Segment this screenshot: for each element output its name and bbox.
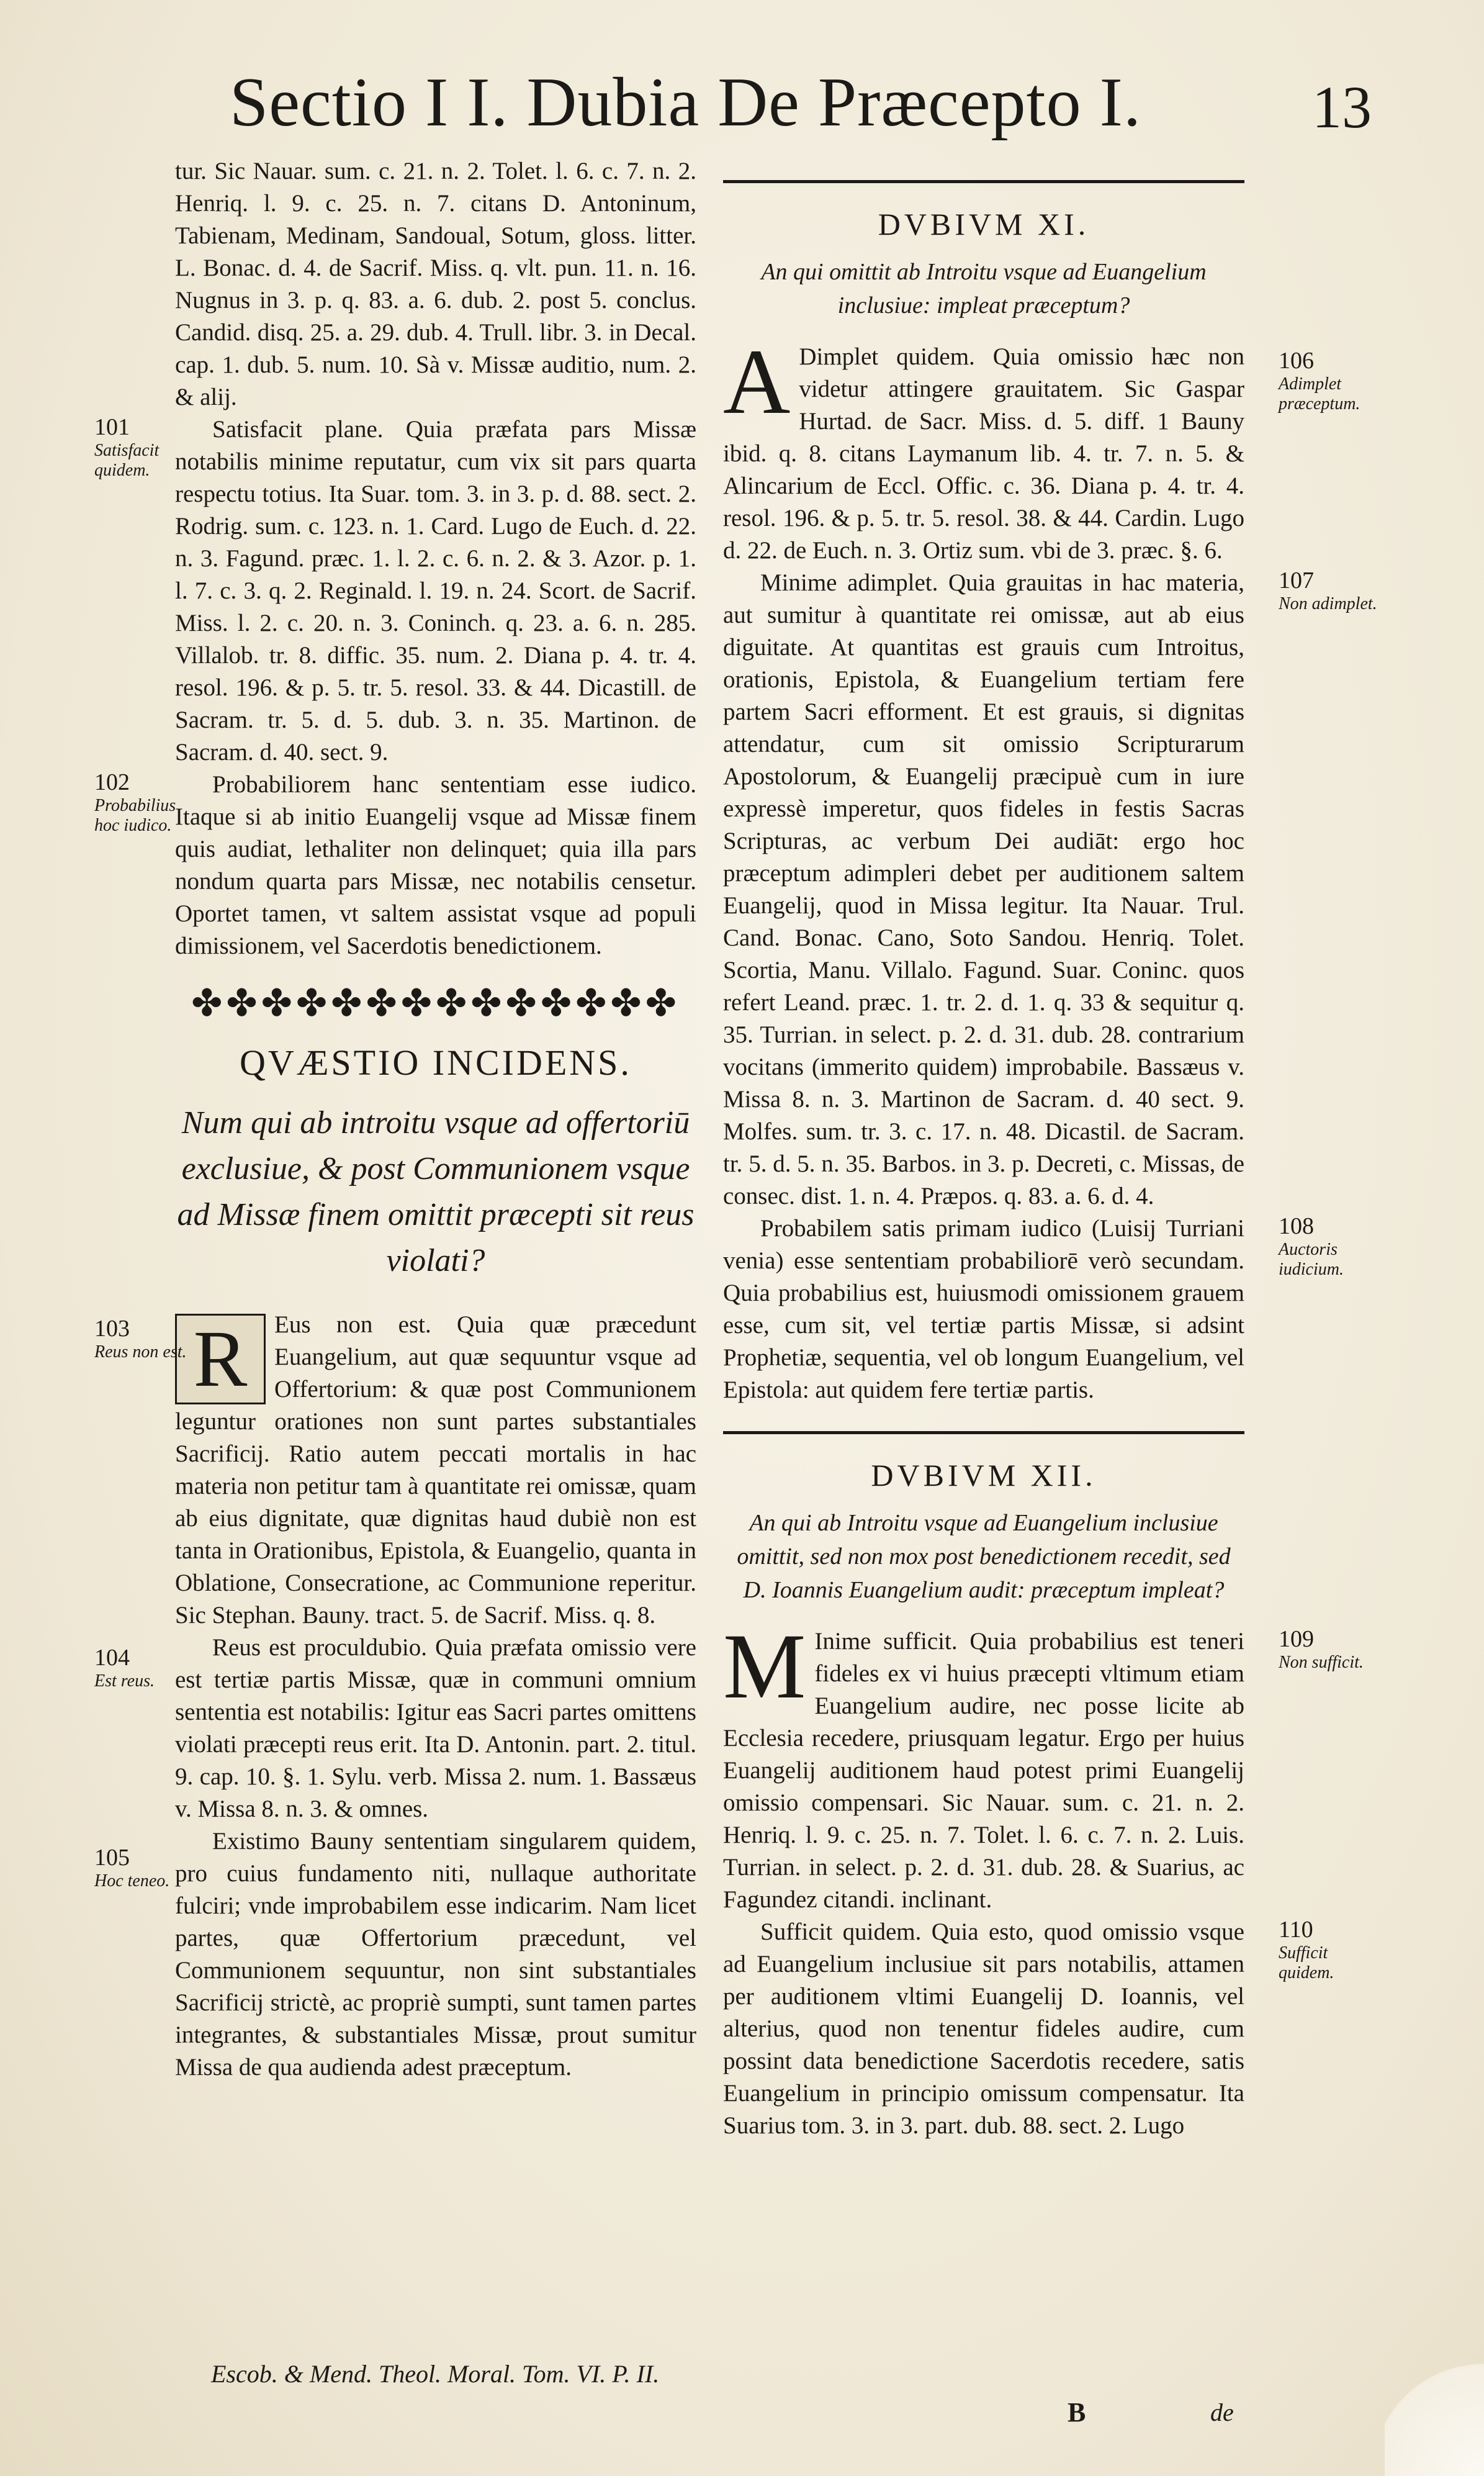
paragraph-text: tur. Sic Nauar. sum. c. 21. n. 2. Tolet. l. 6. c. 7. n. 2. Henriq. l. 9. c. 25. n. 7. citans D. Antoninum, Tabienam, Medinam, Sandoual, Sotum, gloss. litter. L. Bonac. d. 4. de Sacrif. Miss. q. vlt. pun. 11. n. 16. Nugnus in 3. p. q. 83. a. 6. dub. 2. post 5. conclus. Candid. disq. 25. a. 29. dub. 4. Trull. libr. 3. in Decal. cap. 1. dub. 5. num. 10. Sà v. Missæ auditio, num. 2. & alij. (175, 158, 696, 410)
margin-text: Adimplet præceptum. (1279, 374, 1360, 413)
paragraph-text: Probabiliorem hanc sententiam esse iudico. Itaque si ab initio Euangelij vsque ad Missæ finem quis audiat, lethaliter non delinquet; quia illa pars nondum quarta pars Missæ, nec notabilis censetur. Oportet tamen, vt saltem assistat vsque ad populi dimissionem, vel Sacerdotis benedictionem. (175, 771, 696, 959)
margin-number: 101 (94, 414, 130, 440)
paragraph-text: Inime sufficit. Quia probabilius est teneri fideles ex vi huius præcepti vltimum etiam Euangelium audire, nec posse licite ab Ecclesia recedere, priusquam legatur. Ergo per huius Euangelij auditionem haud potest primi Euangelij omissio compensari. Sic Nauar. sum. c. 21. n. 2. Henriq. l. 9. c. 25. n. 7. Tolet. l. 6. c. 7. n. 2. Luis. Turrian. in select. p. 2. d. 31. dub. 28. & Suarius, ac Fagundez citandi. inclinant. (723, 1628, 1244, 1913)
margin-text: Reus non est. (94, 1342, 187, 1362)
paragraph-text: Dimplet quidem. Quia omissio hæc non videtur attingere grauitatem. Sic Gaspar Hurtad. de Sacr. Miss. d. 5. diff. 1 Bauny ibid. q. 8. citans Laymanum lib. 4. tr. 7. n. 5. & Alincarium de Eccl. Offic. c. 36. Diana p. 4. tr. 4. resol. 196. & p. 5. tr. 5. resol. 38. & 44. Cardin. Lugo d. 22. de Euch. n. 3. Ortiz sum. vbi de 3. præc. §. 6. (723, 343, 1244, 564)
dubium-heading-12: DVBIVM XII. (871, 1458, 1097, 1493)
margin-text: Satisfacit quidem. (94, 441, 160, 480)
margin-note-110 (1279, 1916, 1384, 1983)
margin-note-109 (1279, 1625, 1384, 1673)
paragraph-109 (723, 1615, 1364, 1916)
margin-text: Probabilius hoc iudico. (94, 796, 176, 835)
dubium-heading-11: DVBIVM XI. (878, 207, 1090, 242)
margin-note-107 (1279, 567, 1384, 614)
footer-imprint: Escob. & Mend. Theol. Moral. Tom. VI. P. II. (211, 2360, 660, 2388)
running-header (230, 59, 1409, 146)
paragraph-110 (723, 1916, 1334, 2142)
margin-text: Auctoris iudicium. (1279, 1240, 1344, 1279)
horizontal-rule (723, 180, 1244, 183)
margin-number: 106 (1279, 348, 1314, 374)
paragraph-106 (723, 330, 1360, 567)
paragraph-text: Existimo Bauny sententiam singularem quidem, pro cuius fundamento niti, nullaque authoritate fulciri; vnde improbabilem esse indicarim. Nam licet partes, quæ Offertorium præcedunt, vel Communionem sequuntur, non sint substantiales Sacrificij strictè, ac propriè sumpti, sunt tamen partes integrantes, & substantiales Missæ, prout sumitur Missa de qua audienda adest præceptum. (175, 1828, 696, 2081)
margin-note-106 (1279, 347, 1384, 414)
margin-text: Est reus. (94, 1671, 155, 1691)
paragraph-citation-continued (175, 155, 696, 413)
paragraph-text: Minime adimplet. Quia grauitas in hac materia, aut sumitur à quantitate rei omissæ, aut ab eius diguitate. At quantitas est grauis cum Introitus, orationis, Epistola, & Euangelium tertiam fere partem Sacri efforment. Et est grauis, si dignitas attendatur, cum sit omissio Scripturarum Apostolorum, & Euangelij præcipuè cum in iure expressè imperetur, quos fideles in festis Sacras Scripturas, ac verbum Dei audiāt: ergo hoc præceptum adimpleri debet per auditionem saltem Euangelij, quod in Missa legitur. Ita Nauar. Trul. Cand. Bonac. Cano, Soto Sandou. Henriq. Tolet. Scortia, Manu. Villalo. Fagund. Suar. Coninc. quos refert Leand. præc. 1. tr. 2. d. 1. q. 33 & sequitur q. 35. Turrian. in select. p. 2. d. 31. dub. 28. contrarium vocitans (immerito quidem) improbabile. Bassæus v. Missa 8. n. 3. Martinon de Sacram. d. 40 sect. 9. Molfes. sum. tr. 3. c. 17. n. 48. Dicastil. de Sacram. tr. 5. d. 5. n. 35. Barbos. in 3. p. Decreti, c. Missas, de consec. dist. 1. n. 4. Præpos. q. 83. a. 6. d. 4. (723, 569, 1244, 1209)
margin-text: Non adimplet. (1279, 594, 1377, 613)
margin-text: Hoc teneo. (94, 1871, 170, 1891)
ornament-divider: ✤✤✤✤✤✤✤✤✤✤✤✤✤✤ (191, 987, 680, 1019)
drop-cap-letter: M (723, 1615, 806, 1718)
drop-cap-letter: A (723, 330, 791, 433)
section-heading: QVÆSTIO INCIDENS. (240, 1042, 632, 1083)
margin-text: Non sufficit. (1279, 1653, 1364, 1672)
right-column (723, 155, 1377, 2142)
paragraph-104 (94, 1632, 696, 1825)
margin-note-101 (94, 413, 200, 481)
paragraph-107 (723, 567, 1377, 1213)
margin-number: 104 (94, 1645, 130, 1671)
margin-note-104 (94, 1644, 200, 1691)
margin-number: 102 (94, 769, 130, 795)
dubium-question-12: An qui ab Introitu vsque ad Euangelium inclusiue omittit, sed non mox post benedictionem recedit, sed D. Ioannis Euangelium audit: præceptum impleat? (737, 1510, 1231, 1603)
margin-text: Sufficit quidem. (1279, 1943, 1334, 1982)
margin-note-103 (94, 1315, 200, 1362)
paragraph-text: Reus est proculdubio. Quia præfata omissio vere est tertiæ partis Missæ, quæ in communi omnium sententia est notabilis: Igitur eas Sacri partes omittens violati præcepti reus erit. Ita D. Antonin. part. 2. titul. 9. cap. 10. §. 1. Sylu. verb. Missa 2. num. 1. Bassæus v. Missa 8. n. 3. & omnes. (175, 1634, 696, 1822)
margin-number: 109 (1279, 1626, 1314, 1652)
section-question: Num qui ab introitu vsque ad offertoriū exclusiue, & post Communionem vsque ad Missæ finem omittit præcepti sit reus violati? (177, 1105, 695, 1278)
margin-number: 103 (94, 1316, 130, 1342)
drop-cap-letter: R (175, 1314, 266, 1404)
page-number: 13 (1312, 74, 1372, 140)
paragraph-text: Satisfacit plane. Quia præfata pars Missæ notabilis minime reputatur, cum vix sit pars quarta respectu totius. Ita Suar. tom. 3. in 3. p. d. 88. sect. 2. Rodrig. sum. c. 123. n. 1. Card. Lugo de Euch. d. 22. n. 3. Fagund. præc. 1. l. 2. c. 6. n. 2. & 3. Azor. p. 1. l. 7. c. 3. q. 2. Reginald. l. 19. n. 24. Scort. de Sacrif. Miss. l. 2. c. 20. n. 3. Coninch. q. 23. a. 6. n. 285. Villalob. tr. 8. diffic. 35. num. 2. Diana p. 4. tr. 4. resol. 196. & p. 5. tr. 5. resol. 33. & 44. Dicastill. de Sacram. tr. 5. d. 5. dub. 3. n. 35. Martinon. de Sacram. d. 40. sect. 9. (175, 416, 696, 766)
margin-number: 105 (94, 1845, 130, 1871)
paragraph-text: Sufficit quidem. Quia esto, quod omissio vsque ad Euangelium inclusiue sit pars notabilis, attamen per auditionem vltimi Euangelij D. Ioannis, vel alterius, quod non tenentur fideles audire, cum possint data benedictione Sacerdotis recedere, satis Euangelium in principio omissum compensatur. Ita Suarius tom. 3. in 3. part. dub. 88. sect. 2. Lugo (723, 1918, 1244, 2139)
paragraph-text: Probabilem satis primam iudico (Luisij Turriani venia) esse sententiam probabiliorē verò secundam. Quia probabilius est, huiusmodi omissionem grauem esse, cum sit, vel tertiæ partis Missæ, si adsint Prophetiæ, sequentia, vel ob longum Euangelium, vel Epistola: aut quidem fere tertiæ partis. (723, 1215, 1244, 1403)
dubium-question-11: An qui omittit ab Introitu vsque ad Euangelium inclusiue: impleat præceptum? (761, 259, 1207, 319)
paragraph-103 (94, 1309, 696, 1632)
catchword: de (1210, 2398, 1234, 2426)
margin-note-102 (94, 769, 200, 836)
paragraph-101 (94, 413, 696, 769)
left-column (94, 155, 696, 2084)
page-corner-damage (1385, 2352, 1484, 2476)
margin-note-108 (1279, 1213, 1384, 1280)
margin-number: 110 (1279, 1917, 1313, 1943)
paragraph-105 (94, 1825, 696, 2084)
margin-number: 107 (1279, 567, 1314, 594)
paragraph-108 (723, 1213, 1344, 1406)
page-title: Sectio I I. Dubia De Præcepto I. (230, 64, 1141, 141)
margin-number: 108 (1279, 1213, 1314, 1239)
paragraph-102 (94, 769, 696, 962)
margin-note-105 (94, 1844, 200, 1891)
paragraph-text: Eus non est. Quia quæ præcedunt Euangelium, aut quæ sequuntur vsque ad Offertorium: & quæ post Communionem leguntur orationes non sunt partes substantiales Sacrificij. Ratio autem peccati mortalis in hac materia non petitur tam à quantitate rei omissæ, quam ab eius dignitate, quæ dignitas haud dubiè non est tanta in Orationibus, Epistola, & Euangelio, quanta in Oblatione, Consecratione, ac Communione reperitur. Sic Stephan. Bauny. tract. 5. de Sacrif. Miss. q. 8. (175, 1311, 696, 1629)
signature-mark: B (1068, 2397, 1086, 2428)
horizontal-rule (723, 1431, 1244, 1434)
